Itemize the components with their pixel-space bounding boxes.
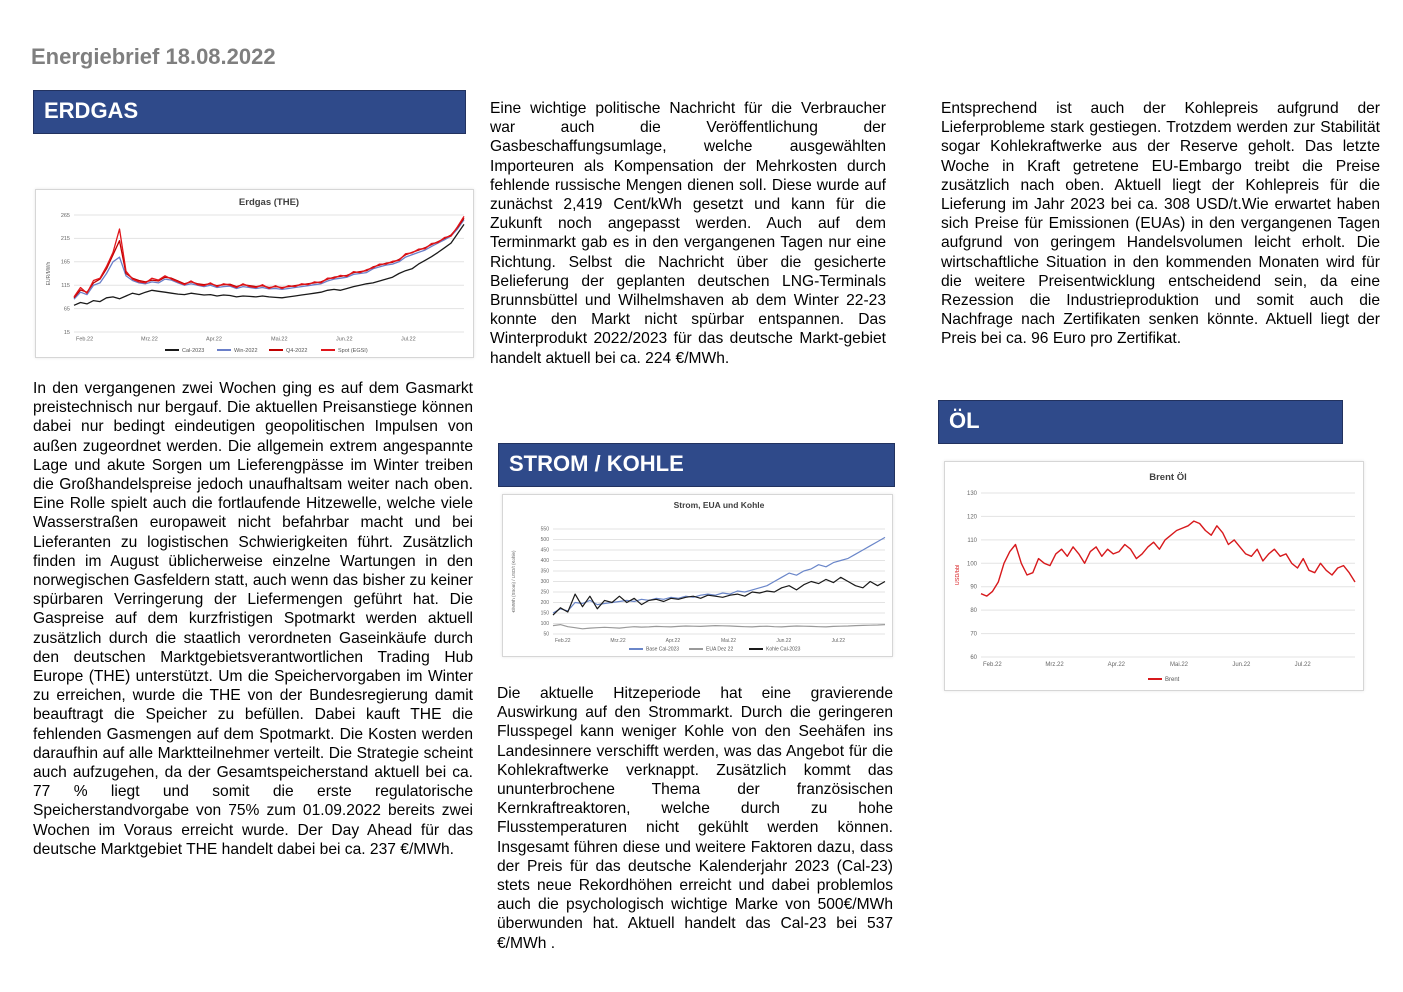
y-tick-label: 80 — [970, 608, 977, 615]
legend-label: Base Cal-2023 — [646, 646, 680, 653]
x-tick-label: Mai.22 — [721, 638, 737, 644]
y-tick-label: 15 — [63, 329, 70, 336]
strom-paragraph: Die aktuelle Hitzeperiode hat eine gravierende Auswirkung auf den Strommarkt. Durch die geringeren Flusspegel kann weniger Kohle von den Seehäfen ins Landesinnere verschifft werden, was das Angebot für die Kohlekraftwerke verknappt. Zusätzlich kommt das ununterbrochene Thema der französischen Kernkraftreaktoren, welche durch zu hohe Flusstemperaturen nicht gekühlt werden können. Insgesamt führen diese und weitere Faktoren dazu, dass der Preis für das deutsche Kalenderjahr 2023 (Cal-23) stets neue Rekordhöhen erreicht und dabei problemlos auch die psychologisch wichtige Marke von 500€/MWh überwunden hat. Aktuell handelt das Cal-23 bei 537 €/MWh . — [497, 685, 893, 952]
y-tick-label: 130 — [966, 491, 977, 497]
x-tick-label: Apr.22 — [665, 638, 681, 644]
erdgas-text — [33, 379, 473, 859]
y-tick-label: 100 — [966, 561, 977, 568]
series-line-brent — [981, 521, 1355, 596]
erdgas-chart-svg — [36, 190, 473, 357]
y-tick-label: 50 — [543, 631, 549, 638]
y-tick-label: 115 — [61, 283, 70, 290]
strom-text — [497, 684, 893, 953]
document-title: Energiebrief 18.08.2022 — [31, 44, 276, 69]
legend-label: Kohle Cal-2023 — [766, 646, 801, 653]
y-tick-label: 110 — [967, 537, 977, 544]
x-tick-label: Apr.22 — [206, 336, 222, 343]
series-line-q4-2022 — [74, 218, 464, 297]
x-tick-label: Mrz.22 — [141, 336, 158, 343]
y-tick-label: 450 — [540, 547, 549, 554]
x-tick-label: Feb.22 — [555, 638, 571, 644]
section-title-strom: STROM / KOHLE — [509, 451, 684, 476]
legend-label: EUA Dez 22 — [706, 646, 734, 653]
legend-label: Q4-2022 — [286, 347, 308, 354]
y-tick-label: 150 — [540, 610, 549, 617]
series-line-kohle-cal-2023 — [553, 577, 885, 615]
brent-chart-svg — [945, 462, 1363, 690]
section-header-strom — [498, 443, 895, 487]
x-tick-label: Mai.22 — [1170, 662, 1189, 668]
x-tick-label: Jul.22 — [1294, 662, 1311, 668]
erdgas-chart — [35, 189, 474, 358]
section-header-oel — [938, 400, 1343, 444]
x-tick-label: Jun.22 — [336, 336, 353, 343]
x-tick-label: Jul.22 — [831, 638, 846, 644]
section-title-oel: ÖL — [949, 408, 980, 433]
x-tick-label: Mrz.22 — [610, 638, 626, 644]
y-axis-label: €/MWh (Strom) / USD/t (Kohle) — [511, 550, 516, 613]
middle-paragraph: Eine wichtige politische Nachricht für die Verbraucher war auch die Veröffentlichung der Gasbeschaffungsumlage, welche ausgewählten Importeuren als Kompensation der Mehrkosten durch fehlende russische Mengen dienen soll. Diese wurde auf zunächst 2,419 Cent/kWh gesetzt und kann für die Zukunft noch angepasst werden. Auch auf dem Terminmarkt gab es in den vergangenen Tagen nur eine Richtung. Selbst die Nachricht über die gesicherte Belieferung der geplanten deutschen LNG-Terminals Brunnsbüttel und Wilhelmshaven ab dem Winter 22-23 konnte den Markt nicht spürbar entspannen. Das Winterprodukt 2022/2023 für das deutsche Markt-gebiet handelt aktuell bei ca. 224 €/MWh. — [490, 100, 886, 367]
erdgas-paragraph: In den vergangenen zwei Wochen ging es auf dem Gasmarkt preistechnisch nur bergauf. Die aktuellen Preisanstiege können dabei nur bedingt eindeutigen geopolitischen Impulsen von außen zugeordnet werden. Die allgemein extrem angespannte Lage und akute Sorgen um Lieferengpässe im Winter treiben die Großhandelspreise jedoch unaufhaltsam weiter nach oben. Eine Rolle spielt auch die fortlaufende Hitzewelle, welche viele Wasserstraßen europaweit nicht befahrbar macht und bei Lieferanten zu logistischen Schwierigkeiten führt. Zusätzlich finden im August üblicherweise einzelne Wartungen in den norwegischen Gasfeldern statt, auch wenn das bisher zu keiner spürbaren Verringerung der Liefermengen geführt hat. Die Gaspreise auf dem kurzfristigen Spotmarkt werden aktuell zusätzlich durch die staatlich verordneten Gaseinkäufe durch den deutschen Marktgebietsverantwortlichen Trading Hub Europe (THE) unterstützt. Um die Speichervorgaben im Winter zu erreichen, wurde die THE von der Bundesregierung damit beauftragt die Speicher zu befüllen. Dabei kauft THE die fehlenden Gasmengen auf dem Spotmarkt. Die Kosten werden daraufhin auf alle Marktteilnehmer verteilt. Die Strategie scheint auch aufzugehen, da der Gesamtspeicherstand aktuell bei ca. 77 % liegt und somit die erste regulatorische Speicherstandvorgabe von 75% zum 01.09.2022 bereits zwei Wochen im Voraus erreicht wurde. Der Day Ahead für das deutsche Marktgebiet THE handelt dabei bei ca. 237 €/MWh. — [33, 380, 473, 858]
y-tick-label: 500 — [540, 537, 549, 544]
legend-label: Win-2022 — [234, 347, 258, 354]
section-header-erdgas — [33, 90, 466, 134]
x-tick-label: Apr.22 — [1107, 662, 1126, 668]
strom-chart — [502, 494, 893, 657]
x-tick-label: Mrz.22 — [1045, 662, 1064, 668]
y-tick-label: 215 — [60, 236, 70, 243]
x-tick-label: Feb.22 — [76, 336, 94, 343]
y-tick-label: 250 — [540, 589, 549, 596]
y-tick-label: 120 — [966, 514, 977, 521]
y-tick-label: 200 — [540, 600, 549, 607]
chart-title: Strom, EUA und Kohle — [673, 500, 765, 510]
x-tick-label: Feb.22 — [983, 662, 1002, 668]
chart-title: Erdgas (THE) — [238, 197, 300, 208]
y-tick-label: 100 — [540, 621, 549, 628]
x-tick-label: Jun.22 — [776, 638, 792, 644]
x-tick-label: Jul.22 — [401, 336, 416, 343]
y-tick-label: 165 — [60, 259, 70, 266]
y-tick-label: 350 — [540, 568, 549, 575]
y-axis-label: EUR/MWh — [46, 261, 52, 286]
kohle-text — [941, 99, 1380, 349]
y-tick-label: 300 — [540, 579, 549, 586]
series-line-cal-2023 — [74, 224, 464, 305]
kohle-paragraph: Entsprechend ist auch der Kohlepreis aufgrund der Lieferprobleme stark gestiegen. Trotzdem werden zur Stabilität sogar Kohlekraftwerke aus der Reserve geholt. Das letzte Woche in Kraft getretene EU-Embargo treibt die Preise zusätzlich nach oben. Aktuell liegt der Kohlepreis für die Lieferung im Jahr 2023 bei ca. 308 USD/t.Wie erwartet haben sich Preise für Emissionen (EUAs) in den vergangenen Tagen aufgrund von geringem Handelsvolumen leicht erholt. Die wirtschaftliche Situation in den kommenden Monaten wird für die weitere Preisentwicklung entscheidend sein, da eine Rezession die Industrieproduktion und somit auch die Nachfrage nach Zertifikaten senken könnte. Aktuell liegt der Preis bei ca. 96 Euro pro Zertifikat. — [941, 100, 1380, 348]
y-tick-label: 60 — [970, 655, 977, 661]
legend-label: Spot (EGSI) — [338, 347, 368, 354]
y-axis-label: USD/bbl — [955, 564, 961, 586]
legend-label: Cal-2023 — [182, 347, 205, 354]
brent-chart — [944, 461, 1364, 691]
y-tick-label: 65 — [63, 306, 70, 313]
y-tick-label: 90 — [970, 584, 977, 591]
y-tick-label: 400 — [540, 558, 549, 565]
legend-label: Brent — [1165, 677, 1180, 683]
y-tick-label: 550 — [540, 526, 549, 533]
x-tick-label: Mai.22 — [271, 336, 288, 343]
x-tick-label: Jun.22 — [1232, 662, 1251, 668]
section-title-erdgas: ERDGAS — [44, 98, 139, 123]
middle-text — [490, 99, 886, 368]
y-tick-label: 265 — [60, 212, 70, 219]
y-tick-label: 70 — [970, 631, 977, 638]
series-line-eua-dez-22 — [553, 625, 885, 629]
chart-title: Brent Öl — [1149, 472, 1187, 483]
strom-chart-svg — [503, 495, 892, 656]
